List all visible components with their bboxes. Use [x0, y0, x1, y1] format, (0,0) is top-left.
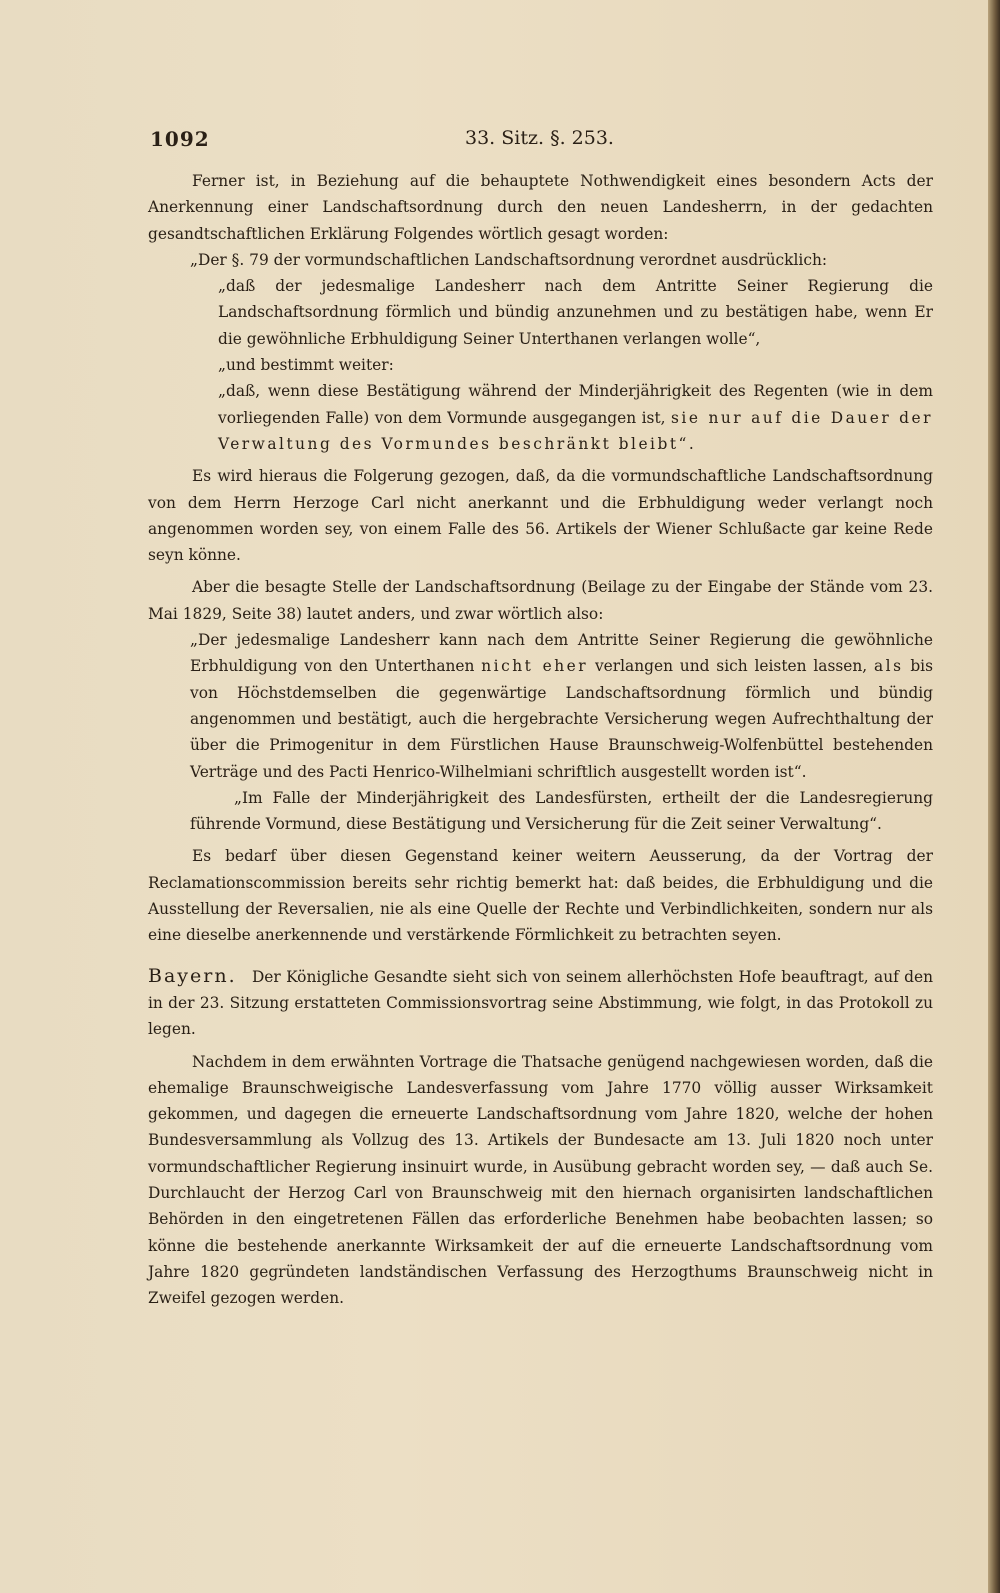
emphasized-text: nicht eher: [481, 657, 589, 676]
paragraph: Es wird hieraus die Folgerung gezogen, daß, da die vormundschaftliche Landschaftsordnung von dem Herrn Herzoge Carl nicht anerkannt und die Erbhuldigung weder verlangt noch angenommen worden sey, von einem Falle des 56. Artikels der Wiener Schlußacte gar keine Rede seyn könne.: [148, 467, 933, 565]
quote-paragraph: „daß der jedesmalige Landesherr nach dem Antritte Seiner Regierung die Landschaftsordnung förmlich und bündig anzunehmen und zu bestätigen habe, wenn Er die gewöhnliche Erbhuldigung Seiner Unterthanen verlangen wolle“,: [218, 277, 933, 348]
paragraph-text: Der Königliche Gesandte sieht sich von seinem allerhöchsten Hofe beauftragt, auf den in der 23. Sitzung erstatteten Commissionsvortrag seine Abstimmung, wie folgt, in das Protokoll zu legen.: [148, 967, 933, 1039]
quote-text: „daß, wenn diese Bestätigung während der Minderjährigkeit des Regenten (wie in dem vorliegenden Falle) von dem Vormunde ausgegangen ist,: [218, 382, 933, 427]
body-text: [148, 168, 933, 1311]
quote-text: „Der jedesmalige Landesherr kann nach dem Antritte Seiner Regierung die gewöhnliche Erbhuldigung von den Unterthanen: [190, 631, 933, 676]
quote-line: „und bestimmt weiter:: [218, 356, 394, 375]
quote-text: bis von Höchstdemselben die gegenwärtige Landschaftsordnung förmlich und bündig angenommen und bestätigt, auch die hergebrachte Versicherung wegen Aufrechthaltung der über die Primogenitur in dem Fürstlichen Hause Braunschweig-Wolfenbüttel bestehenden Verträge und des Pacti Henrico-Wilhelmiani schriftlich ausgestellt worden ist“.: [190, 657, 933, 781]
quote-paragraph: „Im Falle der Minderjährigkeit des Landesfürsten, ertheilt der die Landesregierung führende Vormund, diese Bestätigung und Versicherung für die Zeit seiner Verwaltung“.: [190, 788, 933, 834]
page-edge: [988, 0, 1000, 1593]
running-head: 33. Sitz. §. 253.: [465, 127, 614, 149]
paragraph: Nachdem in dem erwähnten Vortrage die Thatsache genügend nachgewiesen worden, daß die ehemalige Braunschweigische Landesverfassung vom Jahre 1770 völlig ausser Wirksamkeit gekommen, und dagegen die erneuerte Landschaftsordnung vom Jahre 1820, welche der hohen Bundesversammlung als Vollzug des 13. Artikels der Bundesacte am 13. Juli 1820 noch unter vormundschaftlicher Regierung insinuirt wurde, in Ausübung gebracht worden sey, — daß auch Se. Durchlaucht der Herzog Carl von Braunschweig mit den hiernach organisirten landschaftlichen Behörden in den eingetretenen Fällen das erforderliche Benehmen habe beobachten lassen; so könne die bestehende anerkannte Wirksamkeit der auf die erneuerte Landschaftsordnung vom Jahre 1820 gegründeten landständischen Verfassung des Herzogthums Braunschweig nicht in Zweifel gezogen werden.: [148, 1052, 933, 1308]
paragraph: Es bedarf über diesen Gegenstand keiner weitern Aeusserung, da der Vortrag der Reclamationscommission bereits sehr richtig bemerkt hat: daß beides, die Erbhuldigung und die Ausstellung der Reversalien, nie als eine Quelle der Rechte und Verbindlichkeiten, sondern nur als eine dieselbe anerkennende und verstärkende Förmlichkeit zu betrachten seyen.: [148, 847, 933, 945]
paragraph: Aber die besagte Stelle der Landschaftsordnung (Beilage zu der Eingabe der Stände vom 23. Mai 1829, Seite 38) lautet anders, und zwar wörtlich also:: [148, 578, 933, 623]
emphasized-text: als: [873, 657, 904, 676]
quote-text: verlangen und sich leisten lassen,: [594, 657, 868, 676]
page-header: [150, 127, 930, 157]
quote-paragraph: [148, 627, 933, 785]
quote-paragraph: [148, 378, 933, 457]
state-label: Bayern.: [148, 964, 237, 987]
page-number: 1092: [150, 127, 210, 151]
paragraph: Ferner ist, in Beziehung auf die behauptete Nothwendigkeit eines besondern Acts der Anerkennung einer Landschaftsordnung durch den neuen Landesherrn, in der gedachten gesandtschaftlichen Erklärung Folgendes wörtlich gesagt worden:: [148, 172, 933, 243]
paragraph-bayern: [148, 963, 933, 1043]
quote-line: „Der §. 79 der vormundschaftlichen Landschaftsordnung verordnet ausdrücklich:: [190, 250, 828, 269]
emphasized-text: sie nur auf die Dauer der Verwaltung des Vormundes beschränkt bleibt“.: [218, 408, 933, 453]
